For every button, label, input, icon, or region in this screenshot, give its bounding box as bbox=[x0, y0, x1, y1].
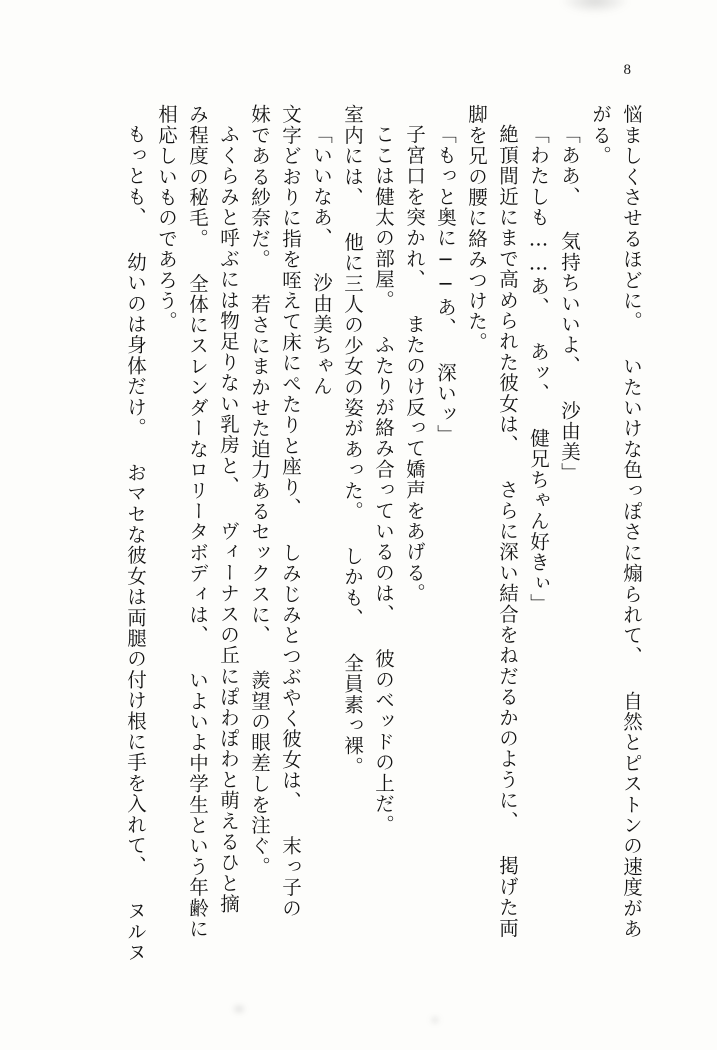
text-column: ここは健太の部屋。 ふたりが絡み合っているのは、 彼のベッドの上だ。 bbox=[372, 124, 395, 835]
text-column: み程度の秘毛。 全体にスレンダーなロリータボディは、 いよいよ中学生という年齢に bbox=[186, 104, 209, 939]
text-column: 妹である紗奈だ。 若さにまかせた迫力あるセックスに、 羨望の眼差しを注ぐ。 bbox=[248, 104, 271, 877]
scan-smudge-top bbox=[560, 0, 630, 14]
text-column: 絶頂間近にまで高められた彼女は、 さらに深い結合をねだるかのように、 掲げた両 bbox=[496, 124, 519, 939]
scan-smudge-bottom-right bbox=[430, 1016, 440, 1024]
text-column: 室内には、 他に三人の少女の姿があった。 しかも、 全員素っ裸。 bbox=[341, 104, 364, 777]
text-column: もっとも、 幼いのは身体だけ。 おマセな彼女は両腿の付け根に手を入れて、 ヌルヌ bbox=[124, 124, 147, 963]
text-column: 文字どおりに指を咥えて床にぺたりと座り、 しみじみとつぶやく彼女は、 末っ子の bbox=[279, 104, 302, 919]
text-column: 相応しいものであろう。 bbox=[155, 104, 178, 332]
text-column: ふくらみと呼ぶには物足りない乳房と、 ヴィーナスの丘にぽわぽわと萌えるひと摘 bbox=[217, 124, 240, 915]
scan-smudge-bottom-left bbox=[232, 1004, 246, 1014]
text-column: 悩ましくさせるほどに。 いたいけな色っぽさに煽られて、 自然とピストンの速度があ bbox=[620, 104, 643, 939]
text-column: 脚を兄の腰に絡みつけた。 bbox=[465, 104, 488, 353]
text-column: がる。 bbox=[589, 104, 612, 167]
text-column: 「ああ、 気持ちいいよ、 沙由美」 bbox=[558, 124, 581, 483]
page-number: 8 bbox=[623, 62, 631, 78]
vertical-text-block bbox=[70, 104, 647, 974]
text-column: 「わたしも……あ、 あッ、 健兄ちゃん好きぃ」 bbox=[527, 124, 550, 615]
text-column: 子宮口を突かれ、 またのけ反って嬌声をあげる。 bbox=[403, 124, 426, 604]
text-column: 「いいなあ、 沙由美ちゃん bbox=[310, 124, 333, 397]
text-column: 「もっと奥に──あ、 深いッ」 bbox=[434, 124, 457, 445]
